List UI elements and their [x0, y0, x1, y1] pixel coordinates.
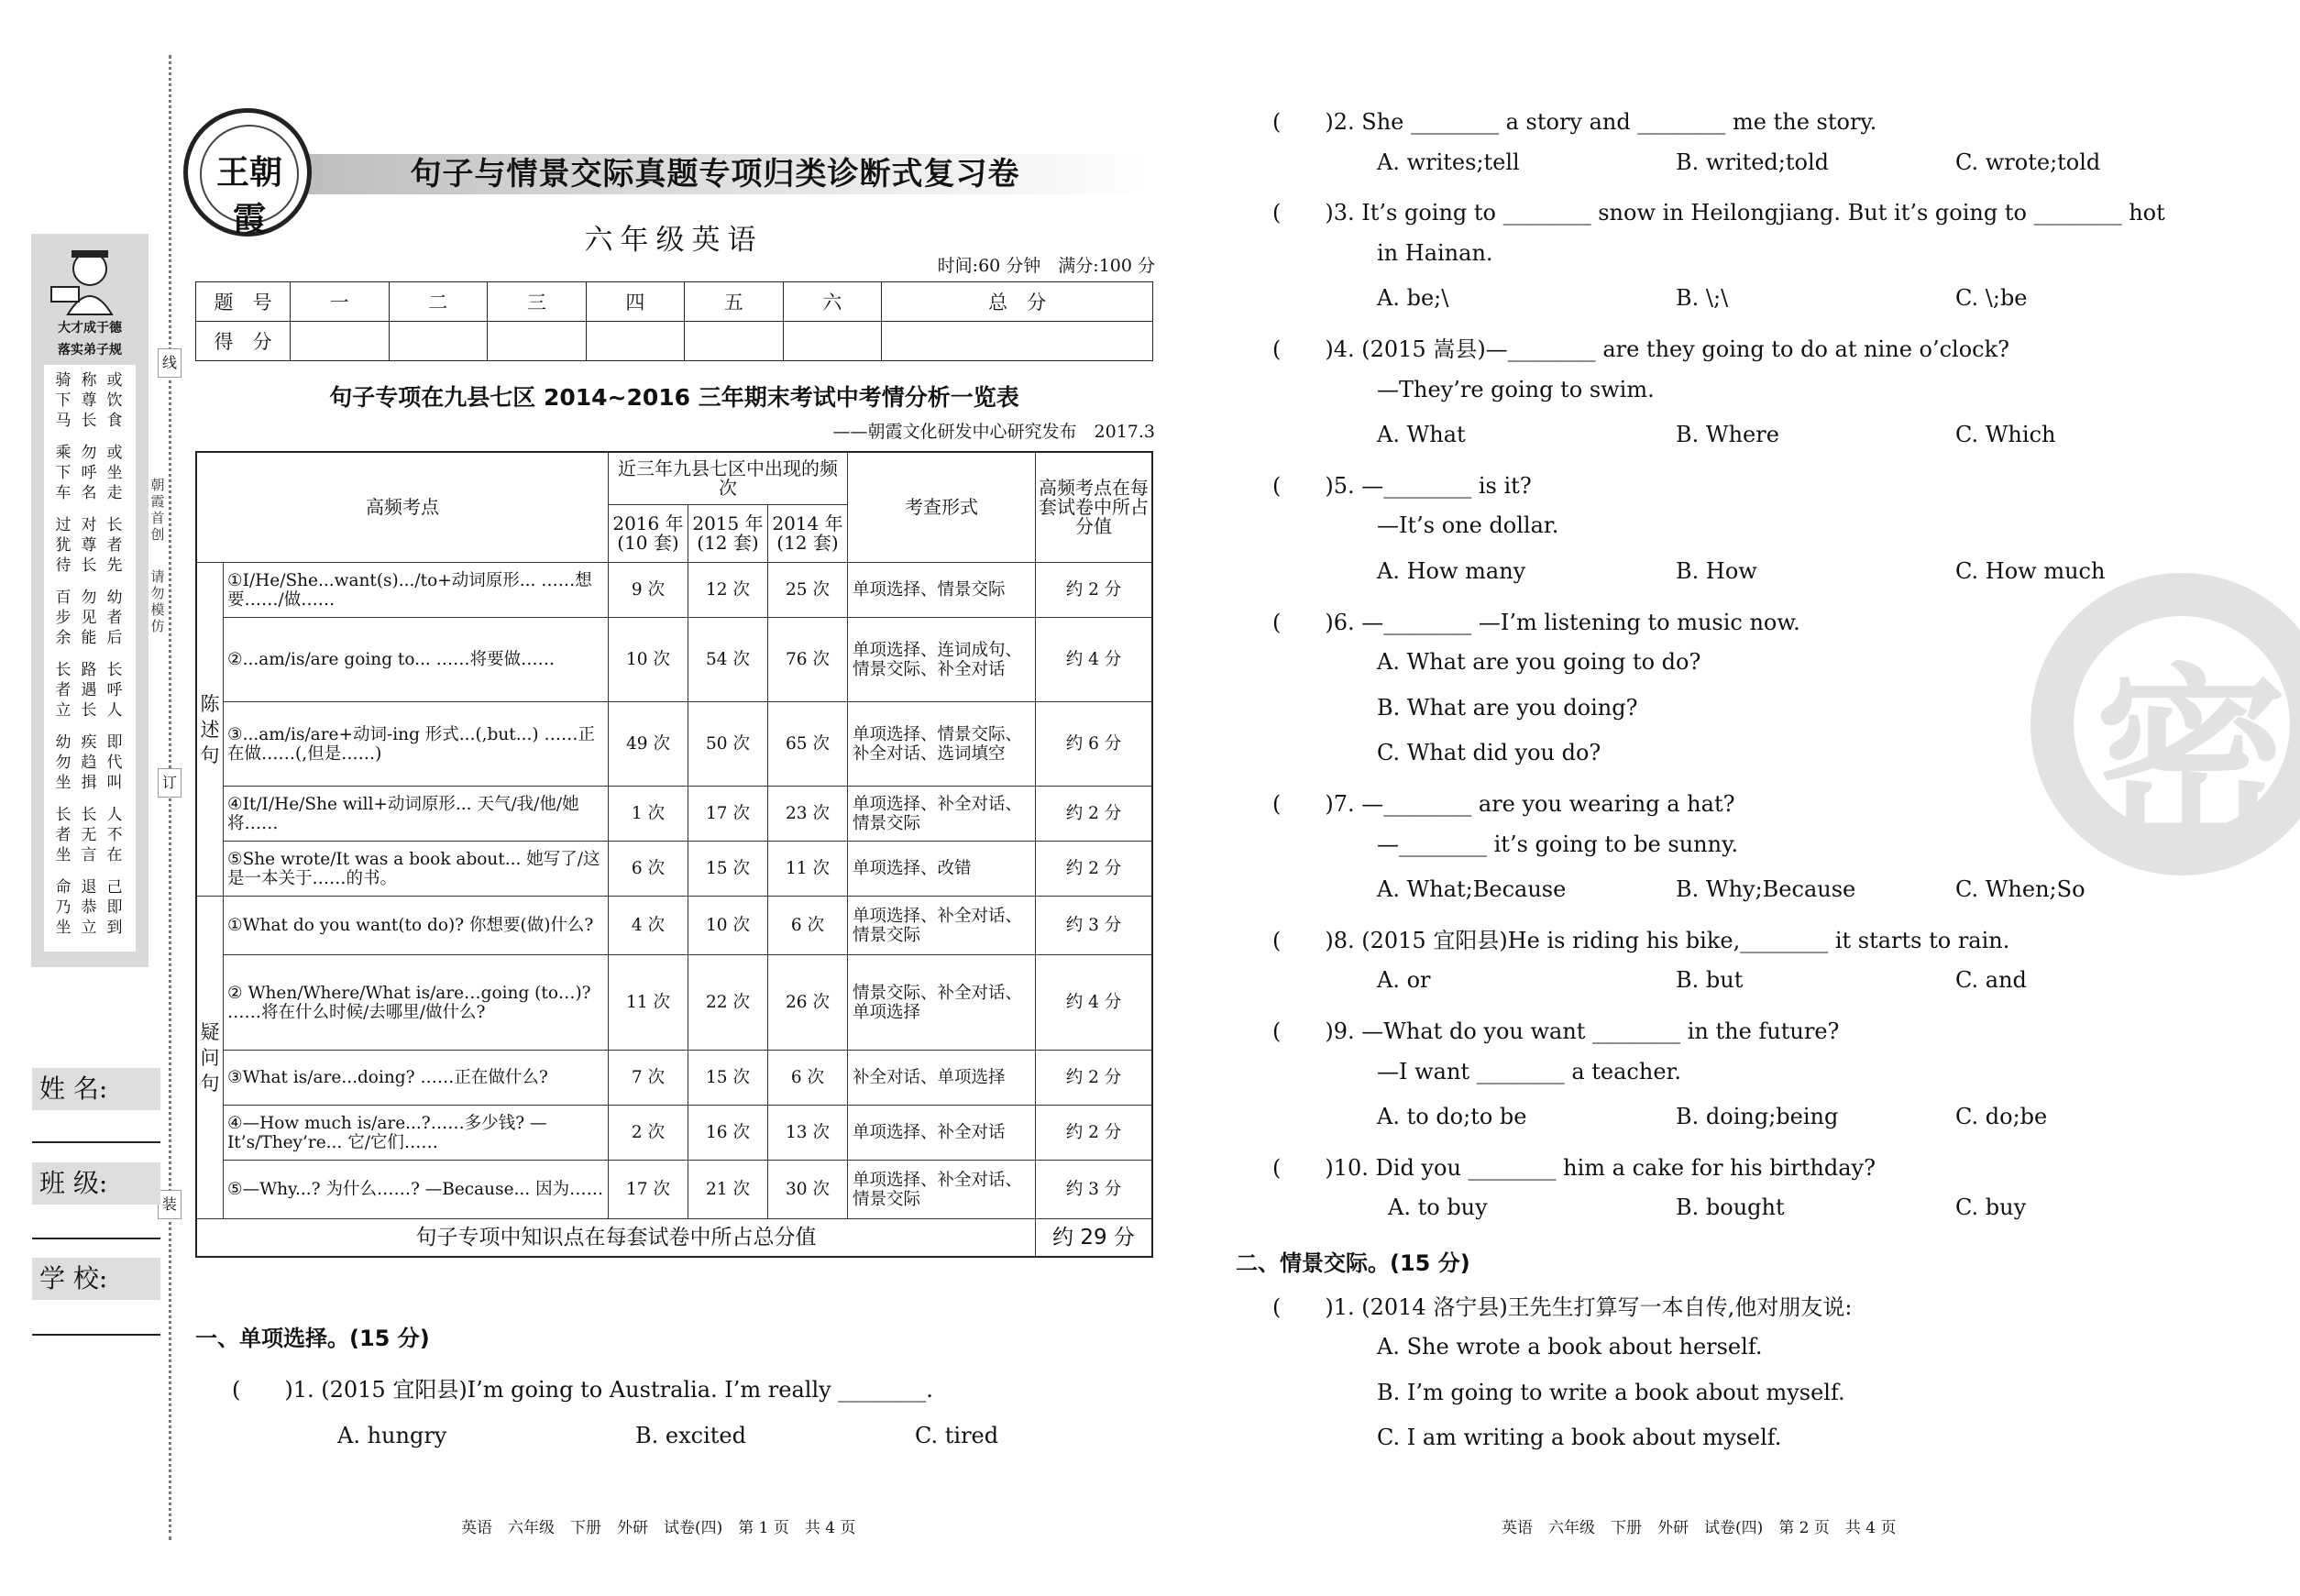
option-b[interactable]: B. What are you doing?: [1377, 694, 1638, 721]
score-cell[interactable]: [882, 322, 1153, 361]
watermark-char: 密: [2094, 645, 2287, 872]
form-cell: 单项选择、补全对话、情景交际: [848, 787, 1036, 842]
form-cell: 单项选择、情景交际: [848, 563, 1036, 618]
count-2015: 16 次: [688, 1106, 768, 1161]
point-cell: ③What is/are...doing? ……正在做什么?: [224, 1051, 609, 1106]
option-a[interactable]: A. or: [1377, 967, 1431, 994]
rule-line: 疾趋揖: [81, 733, 97, 792]
rules-columns: [44, 365, 136, 952]
count-2014: 76 次: [768, 618, 848, 702]
question-continuation: —________ it’s going to be sunny.: [1377, 831, 1739, 857]
count-2015: 21 次: [688, 1161, 768, 1219]
rule-line: 长者坐: [55, 806, 72, 864]
option-c[interactable]: C. tired: [915, 1423, 999, 1448]
form-cell: 单项选择、情景交际、补全对话、选词填空: [848, 702, 1036, 787]
rule-line: 幼勿坐: [55, 733, 72, 792]
option-a[interactable]: A. to do;to be: [1377, 1104, 1527, 1130]
count-2016: 1 次: [609, 787, 688, 842]
value-cell: 约 3 分: [1036, 897, 1153, 955]
option-b[interactable]: B. I’m going to write a book about myself.: [1377, 1380, 1845, 1405]
value-cell: 约 3 分: [1036, 1161, 1153, 1219]
point-cell: ② When/Where/What is/are…going (to…)? ……将在什么时候/去哪里/做什么?: [224, 955, 609, 1051]
score-header-cell: 六: [783, 282, 882, 322]
analysis-summary-row: [196, 1219, 1152, 1258]
option-c[interactable]: C. Which: [1955, 422, 2056, 448]
option-c[interactable]: C. \;be: [1955, 285, 2028, 312]
page-title: 句子与情景交际真题专项归类诊断式复习卷: [410, 156, 1020, 193]
option-a[interactable]: A. writes;tell: [1377, 149, 1520, 175]
count-2014: 30 次: [768, 1161, 848, 1219]
count-2016: 9 次: [609, 563, 688, 618]
count-2016: 11 次: [609, 955, 688, 1051]
option-b[interactable]: B. Why;Because: [1676, 876, 1856, 903]
count-2016: 2 次: [609, 1106, 688, 1161]
motto-top: 大才成于德: [58, 321, 122, 336]
analysis-row: [196, 618, 1152, 702]
rule-line: 己即到: [106, 878, 123, 937]
count-2015: 12 次: [688, 563, 768, 618]
header-2016: 2016 年(10 套): [609, 505, 688, 563]
sentence-type: 陈述句: [196, 563, 224, 897]
value-cell: 约 4 分: [1036, 618, 1153, 702]
binding-line: [169, 55, 171, 1540]
count-2015: 10 次: [688, 897, 768, 955]
header-point: 高频考点: [196, 452, 609, 563]
form-cell: 情景交际、补全对话、单项选择: [848, 955, 1036, 1051]
point-cell: ①I/He/She...want(s).../to+动词原形... ……想要……/做……: [224, 563, 609, 618]
count-2014: 6 次: [768, 1051, 848, 1106]
header-freq: 近三年九县七区中出现的频次: [609, 452, 848, 505]
question-continuation: —They’re going to swim.: [1377, 376, 1655, 402]
count-2016: 10 次: [609, 618, 688, 702]
score-table-score-row: [196, 322, 1153, 361]
form-cell: 单项选择、补全对话、情景交际: [848, 897, 1036, 955]
question-stem: ( )7. —________ are you wearing a hat?: [1272, 791, 1735, 817]
footer-right: 英语 六年级 下册 外研 试卷(四) 第 2 页 共 4 页: [1502, 1519, 1897, 1537]
count-2016: 49 次: [609, 702, 688, 787]
form-cell: 补全对话、单项选择: [848, 1051, 1036, 1106]
analysis-source: ——朝霞文化研发中心研究发布 2017.3: [832, 422, 1155, 442]
count-2014: 25 次: [768, 563, 848, 618]
school-label: 学 校:: [32, 1258, 160, 1300]
score-header-cell: 三: [488, 282, 587, 322]
header-value: 高频考点在每套试卷中所占分值: [1036, 452, 1153, 563]
count-2014: 26 次: [768, 955, 848, 1051]
analysis-row: [196, 787, 1152, 842]
rule-line: 勿见能: [81, 589, 97, 647]
binding-mark: 订: [158, 768, 182, 798]
count-2014: 13 次: [768, 1106, 848, 1161]
point-cell: ④It/I/He/She will+动词原形... 天气/我/他/她将……: [224, 787, 609, 842]
option-a[interactable]: A. She wrote a book about herself.: [1377, 1334, 1763, 1359]
option-a[interactable]: A. What: [1377, 422, 1466, 448]
form-cell: 单项选择、补全对话: [848, 1106, 1036, 1161]
value-cell: 约 2 分: [1036, 1106, 1153, 1161]
name-label: 姓 名:: [32, 1068, 160, 1110]
count-2016: 4 次: [609, 897, 688, 955]
option-c[interactable]: C. and: [1955, 967, 2027, 994]
question-continuation: —I want ________ a teacher.: [1377, 1058, 1681, 1084]
option-b[interactable]: B. \;\: [1676, 285, 1729, 312]
score-cell[interactable]: [783, 322, 882, 361]
count-2014: 6 次: [768, 897, 848, 955]
score-header-cell: 五: [685, 282, 784, 322]
rule-line: 长无言: [81, 806, 97, 864]
binding-mark: 线: [158, 348, 182, 378]
form-cell: 单项选择、连词成句、情景交际、补全对话: [848, 618, 1036, 702]
option-b[interactable]: B. doing;being: [1676, 1104, 1839, 1130]
score-header-cell: 一: [291, 282, 390, 322]
rule-line: 勿呼名: [81, 444, 97, 502]
rule-line: 或饮食: [106, 371, 123, 430]
count-2014: 11 次: [768, 842, 848, 897]
rule-line: 乘下车: [55, 444, 72, 502]
option-a[interactable]: A. hungry: [337, 1423, 447, 1448]
point-cell: ③...am/is/are+动词-ing 形式...(,but...) ……正在做……(,但是……): [224, 702, 609, 787]
question-continuation: —It’s one dollar.: [1377, 512, 1559, 539]
rule-line: 人不在: [106, 806, 123, 864]
point-cell: ④—How much is/are...?……多少钱? —It’s/They’re... 它/它们……: [224, 1106, 609, 1161]
value-cell: 约 2 分: [1036, 1051, 1153, 1106]
rule-line: 称尊长: [81, 371, 97, 430]
analysis-row: [196, 1161, 1152, 1219]
value-cell: 约 4 分: [1036, 955, 1153, 1051]
option-a[interactable]: A. How many: [1377, 558, 1526, 584]
point-cell: ⑤She wrote/It was a book about... 她写了/这是一本关于……的书。: [224, 842, 609, 897]
score-header-cell: 总 分: [882, 282, 1153, 322]
count-2015: 17 次: [688, 787, 768, 842]
rule-line: 过犹待: [55, 516, 72, 575]
class-field[interactable]: [32, 1238, 160, 1239]
option-b[interactable]: B. Where: [1676, 422, 1779, 448]
question-stem: ( )9. —What do you want ________ in the future?: [1272, 1018, 1840, 1044]
count-2016: 7 次: [609, 1051, 688, 1106]
option-a[interactable]: A. to buy: [1388, 1194, 1488, 1221]
rule-line: 命乃坐: [55, 878, 72, 937]
count-2015: 50 次: [688, 702, 768, 787]
score-header-cell: 四: [586, 282, 685, 322]
rule-line: 骑下马: [55, 371, 72, 430]
footer-left: 英语 六年级 下册 外研 试卷(四) 第 1 页 共 4 页: [461, 1519, 856, 1537]
option-b[interactable]: B. How: [1676, 558, 1757, 584]
count-2016: 6 次: [609, 842, 688, 897]
count-2015: 54 次: [688, 618, 768, 702]
option-a[interactable]: A. What;Because: [1377, 876, 1567, 903]
option-c[interactable]: C. What did you do?: [1377, 740, 1601, 766]
time-info: 时间:60 分钟 满分:100 分: [937, 256, 1155, 276]
rule-line: 幼者后: [106, 589, 123, 647]
question-stem: ( )3. It’s going to ________ snow in Heilongjiang. But it’s going to ________ hot: [1272, 200, 2165, 226]
question-continuation: in Hainan.: [1377, 239, 1493, 266]
logo-text: 王朝霞: [215, 153, 282, 238]
rule-line: 长呼人: [106, 661, 123, 720]
name-field[interactable]: [32, 1141, 160, 1143]
score-cell[interactable]: [685, 322, 784, 361]
summary-value: 约 29 分: [1036, 1219, 1153, 1258]
school-field[interactable]: [32, 1334, 160, 1336]
question-stem: ( )6. —________ —I’m listening to music now.: [1272, 609, 1800, 635]
binding-mark: 装: [158, 1190, 182, 1219]
analysis-row: [196, 897, 1152, 955]
value-cell: 约 6 分: [1036, 702, 1153, 787]
option-b[interactable]: B. writed;told: [1676, 149, 1830, 175]
rule-line: 百步余: [55, 589, 72, 647]
point-cell: ②...am/is/are going to... ……将要做……: [224, 618, 609, 702]
rule-line: 即代叫: [106, 733, 123, 792]
option-c[interactable]: C. How much: [1955, 558, 2106, 584]
score-table-header-row: [196, 282, 1153, 322]
question-stem: ( )1. (2014 洛宁县)王先生打算写一本自传,他对朋友说:: [1272, 1294, 1853, 1320]
analysis-table: [195, 451, 1153, 1258]
point-cell: ①What do you want(to do)? 你想要(做)什么?: [224, 897, 609, 955]
rule-line: 或坐走: [106, 444, 123, 502]
count-2014: 23 次: [768, 787, 848, 842]
score-header-cell: 题 号: [196, 282, 291, 322]
option-c[interactable]: C. do;be: [1955, 1104, 2048, 1130]
option-b[interactable]: B. excited: [635, 1423, 746, 1448]
question-stem: ( )2. She ________ a story and ________ me the story.: [1272, 109, 1877, 135]
count-2016: 17 次: [609, 1161, 688, 1219]
question-stem: ( )1. (2015 宜阳县)I’m going to Australia. I’m really ________.: [232, 1377, 933, 1403]
score-cell[interactable]: [488, 322, 587, 361]
scholar-icon: [31, 241, 149, 319]
rule-line: 路遇长: [81, 661, 97, 720]
question-stem: ( )8. (2015 宜阳县)He is riding his bike,________ it starts to rain.: [1272, 927, 2010, 953]
score-cell[interactable]: [389, 322, 488, 361]
sentence-type: 疑问句: [196, 897, 224, 1219]
question-stem: ( )4. (2015 嵩县)—________ are they going to do at nine o’clock?: [1272, 336, 2010, 362]
value-cell: 约 2 分: [1036, 842, 1153, 897]
option-b[interactable]: B. but: [1676, 967, 1744, 994]
analysis-row: [196, 1106, 1152, 1161]
score-table: [195, 281, 1153, 361]
rule-line: 对尊长: [81, 516, 97, 575]
count-2015: 22 次: [688, 955, 768, 1051]
value-cell: 约 2 分: [1036, 563, 1153, 618]
option-c[interactable]: C. When;So: [1955, 876, 2085, 903]
analysis-row: [196, 702, 1152, 787]
form-cell: 单项选择、改错: [848, 842, 1036, 897]
value-cell: 约 2 分: [1036, 787, 1153, 842]
option-c[interactable]: C. I am writing a book about myself.: [1377, 1425, 1782, 1450]
analysis-row: [196, 563, 1152, 618]
motto-bottom: 落实弟子规: [58, 343, 122, 358]
analysis-row: [196, 1051, 1152, 1106]
summary-label: 句子专项中知识点在每套试卷中所占总分值: [196, 1219, 1036, 1258]
score-row-label: 得 分: [196, 322, 291, 361]
binding-label: 朝霞首创: [150, 477, 165, 543]
rule-line: 退恭立: [81, 878, 97, 937]
score-cell[interactable]: [291, 322, 390, 361]
option-a[interactable]: A. What are you going to do?: [1377, 649, 1701, 676]
header-2015: 2015 年(12 套): [688, 505, 768, 563]
analysis-header-row: [196, 452, 1152, 505]
score-cell[interactable]: [586, 322, 685, 361]
rule-line: 长者立: [55, 661, 72, 720]
analysis-row: [196, 955, 1152, 1051]
class-label: 班 级:: [32, 1162, 160, 1205]
point-cell: ⑤—Why...? 为什么……? —Because... 因为……: [224, 1161, 609, 1219]
count-2015: 15 次: [688, 842, 768, 897]
form-cell: 单项选择、补全对话、情景交际: [848, 1161, 1036, 1219]
header-form: 考查形式: [848, 452, 1036, 563]
section-1-title: 一、单项选择。(15 分): [195, 1326, 430, 1351]
section-2-title: 二、情景交际。(15 分): [1236, 1250, 1470, 1276]
count-2015: 15 次: [688, 1051, 768, 1106]
rule-line: 长者先: [106, 516, 123, 575]
header-2014: 2014 年(12 套): [768, 505, 848, 563]
option-a[interactable]: A. be;\: [1377, 285, 1449, 312]
option-b[interactable]: B. bought: [1676, 1194, 1785, 1221]
binding-label: 请勿模仿: [150, 568, 165, 634]
score-header-cell: 二: [389, 282, 488, 322]
option-c[interactable]: C. wrote;told: [1955, 149, 2101, 175]
question-stem: ( )10. Did you ________ him a cake for his birthday?: [1272, 1154, 1876, 1181]
analysis-row: [196, 842, 1152, 897]
option-c[interactable]: C. buy: [1955, 1194, 2027, 1221]
analysis-title: 句子专项在九县七区 2014~2016 三年期末考试中考情分析一览表: [329, 384, 1019, 411]
count-2014: 65 次: [768, 702, 848, 787]
subject-title: 六年级英语: [584, 224, 764, 257]
question-stem: ( )5. —________ is it?: [1272, 472, 1532, 499]
